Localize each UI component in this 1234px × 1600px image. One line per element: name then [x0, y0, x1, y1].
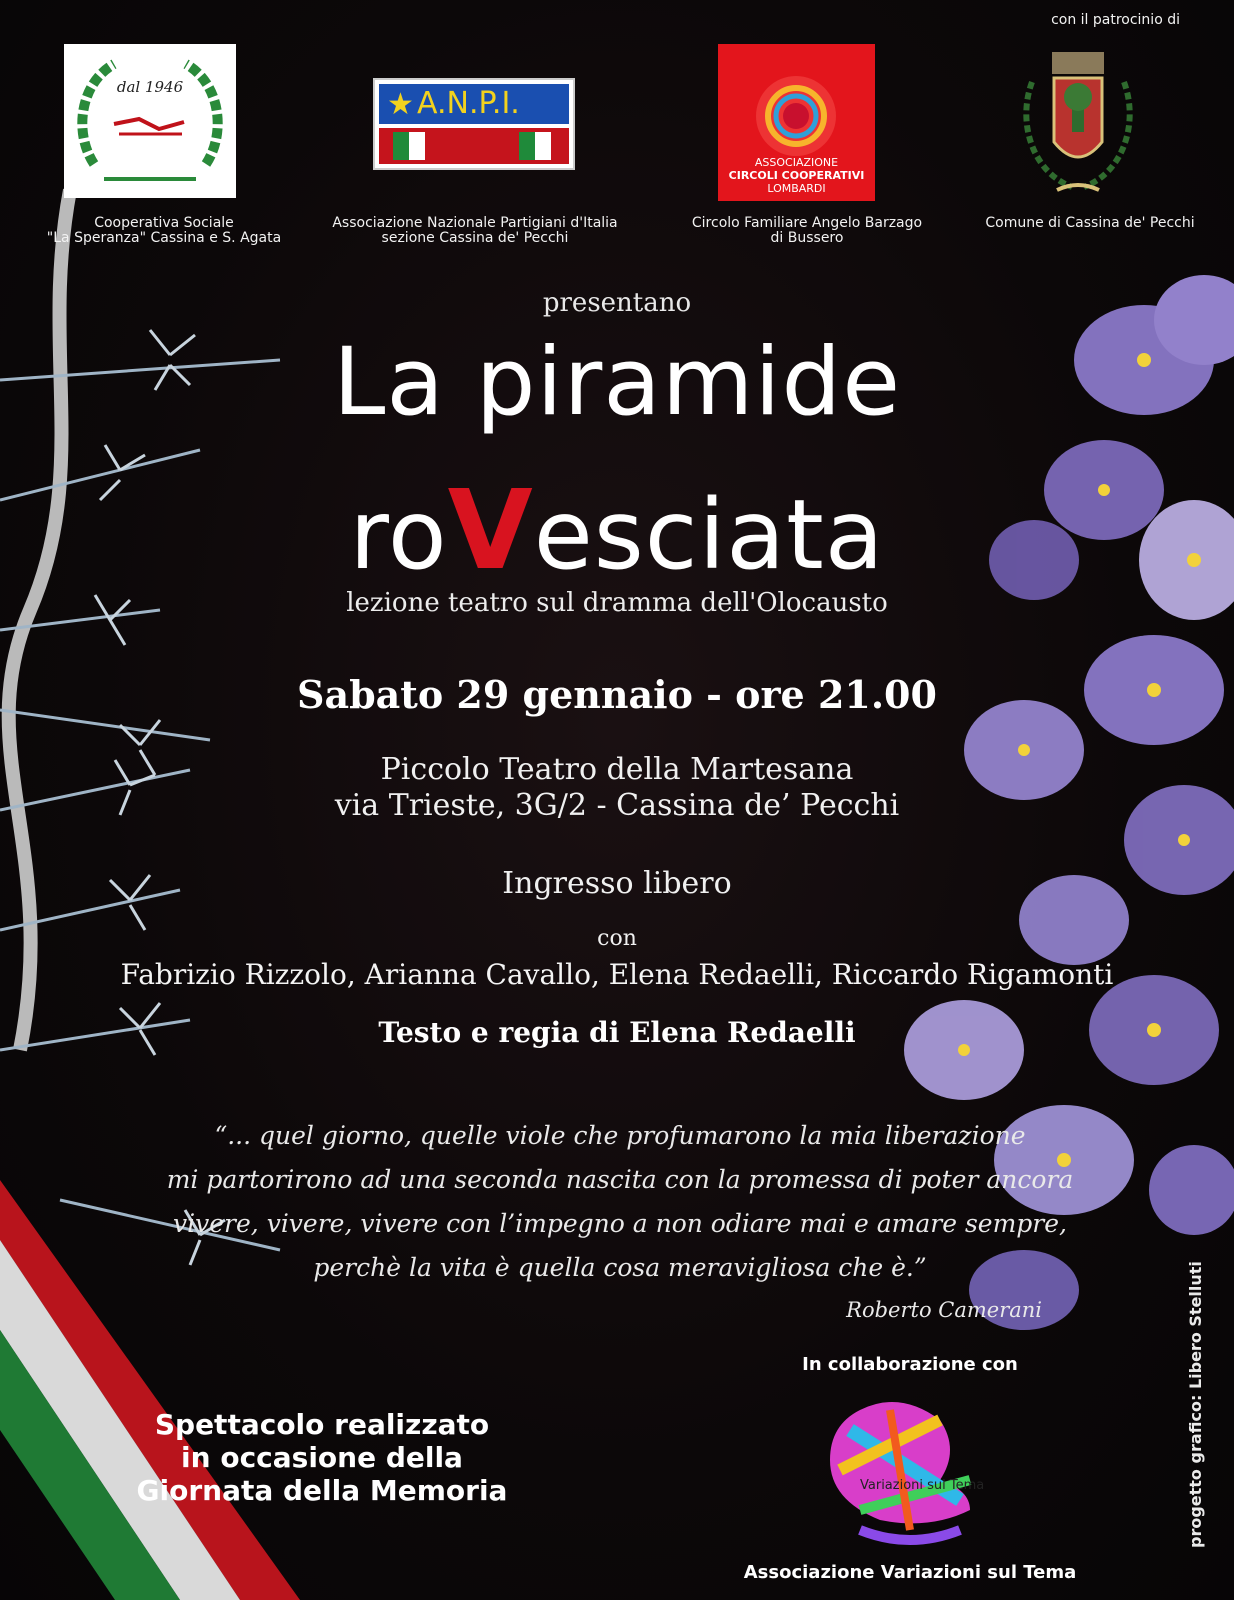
anpi-star-icon: ★	[387, 87, 414, 122]
anpi-logo-text: A.N.P.I.	[417, 86, 520, 121]
variazioni-logo-text: Variazioni sul Tema	[860, 1478, 985, 1493]
memorial-line: Spettacolo realizzato	[154, 1408, 490, 1441]
sponsor-caption-line1: Cooperativa Sociale	[94, 215, 234, 231]
circoli-logo-text-1: ASSOCIAZIONE	[754, 156, 839, 169]
quote-line: mi partorirono ad una seconda nascita con la promessa di poter ancora	[166, 1165, 1074, 1194]
direction-credit: Testo e regia di Elena Redaelli	[378, 1016, 856, 1049]
sponsor-caption-circolo	[662, 216, 952, 246]
collaboration-label: In collaborazione con	[802, 1354, 1018, 1375]
circoli-logo-text-2: CIRCOLI COOPERATIVI	[728, 169, 865, 182]
memorial-line: Giornata della Memoria	[136, 1474, 508, 1507]
venue	[0, 752, 1234, 824]
memorial-note	[112, 1408, 532, 1507]
circoli-logo-text-3: LOMBARDI	[767, 182, 826, 195]
intro-text: presentano	[542, 288, 692, 318]
sponsor-caption-line2: di Bussero	[770, 230, 844, 246]
la-speranza-logo	[64, 44, 236, 198]
quote-block	[160, 1114, 1080, 1290]
title-line-1: La piramide	[332, 328, 902, 437]
anpi-flag-icon	[379, 128, 569, 164]
handshake-laurel-icon	[64, 44, 236, 198]
title-accent-letter: V	[447, 466, 534, 594]
quote-line: perchè la vita è quella cosa meravigliosa che è.”	[313, 1253, 927, 1282]
title-line-2-start: ro	[349, 479, 448, 591]
collaboration-name: Associazione Variazioni sul Tema	[743, 1562, 1077, 1583]
sponsor-caption-line2: sezione Cassina de' Pecchi	[381, 230, 569, 246]
sponsor-caption-line1: Circolo Familiare Angelo Barzago	[691, 215, 923, 231]
coat-of-arms-icon	[1012, 42, 1144, 202]
event-date: Sabato 29 gennaio - ore 21.00	[297, 672, 937, 717]
comune-coat-of-arms	[1012, 42, 1144, 202]
venue-name: Piccolo Teatro della Martesana	[380, 752, 854, 787]
sponsor-caption-line2: "La Speranza" Cassina e S. Agata	[46, 230, 282, 246]
variazioni-logo-icon	[820, 1390, 1010, 1550]
title-line-2-end: esciata	[533, 479, 885, 591]
anpi-logo	[373, 78, 575, 170]
circoli-cooperativi-logo	[718, 44, 875, 201]
sponsor-caption-line1: Associazione Nazionale Partigiani d'Italia	[332, 215, 618, 231]
quote-author: Roberto Camerani	[846, 1298, 1042, 1322]
title-line-2	[0, 466, 1234, 594]
quote-line: “... quel giorno, quelle viole che profumarono la mia liberazione	[214, 1121, 1026, 1150]
cast-list: Fabrizio Rizzolo, Arianna Cavallo, Elena Redaelli, Riccardo Rigamonti	[120, 958, 1114, 991]
venue-address: via Trieste, 3G/2 - Cassina de’ Pecchi	[334, 788, 900, 823]
memorial-line: in occasione della	[181, 1441, 463, 1474]
quote-line: vivere, vivere, vivere con l’impegno a non odiare mai e amare sempre,	[173, 1209, 1067, 1238]
with-label: con	[597, 926, 637, 951]
entry-info: Ingresso libero	[502, 866, 732, 901]
sponsor-caption-comune	[960, 216, 1220, 231]
sponsor-caption-line1: Comune di Cassina de' Pecchi	[985, 215, 1195, 231]
la-speranza-logo-text: dal 1946	[116, 78, 184, 96]
sponsor-caption-la-speranza	[44, 216, 284, 246]
subtitle: lezione teatro sul dramma dell'Olocausto	[346, 588, 888, 618]
anpi-blue-band	[379, 84, 569, 124]
design-credit: progetto grafico: Libero Stelluti	[1186, 1261, 1205, 1548]
variazioni-sul-tema-logo	[820, 1390, 1010, 1550]
sponsor-caption-anpi	[300, 216, 650, 246]
patronage-label: con il patrocinio di	[1051, 12, 1180, 28]
